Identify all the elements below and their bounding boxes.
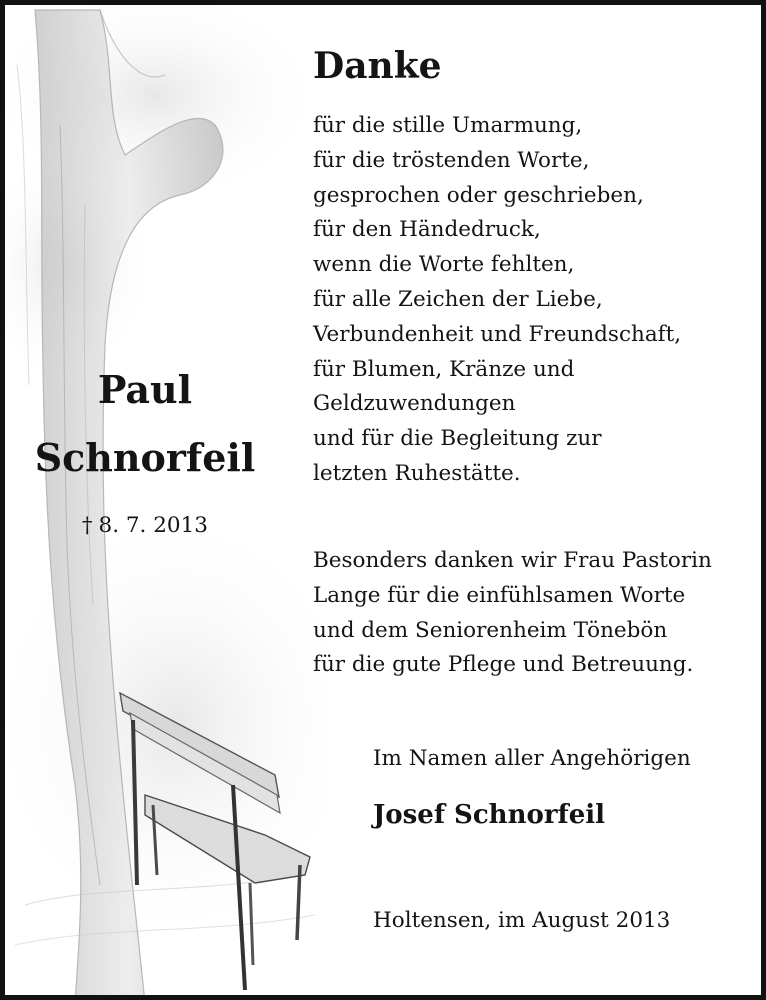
signer-name: Josef Schnorfeil <box>373 800 605 830</box>
special-thanks-line: Lange für die einfühlsamen Worte <box>313 582 686 608</box>
poem-line: wenn die Worte fehlten, <box>313 252 575 278</box>
place-and-date: Holtensen, im August 2013 <box>373 908 671 933</box>
death-date: 8. 7. 2013 <box>98 513 208 538</box>
special-thanks-line: und dem Seniorenheim Tönebön <box>313 617 668 643</box>
poem-line: für den Händedruck, <box>313 217 541 243</box>
tree-bench-illustration <box>5 5 325 1000</box>
signoff-line: Im Namen aller Angehörigen <box>373 746 691 771</box>
poem-line: für die stille Umarmung, <box>313 113 583 138</box>
poem-line: für die tröstenden Worte, <box>313 147 590 173</box>
poem-line: für Blumen, Kränze und <box>313 356 575 382</box>
poem-line: Geldzuwendungen <box>313 391 516 417</box>
deceased-first-name: Paul <box>97 367 193 412</box>
poem-line: für alle Zeichen der Liebe, <box>313 286 603 312</box>
poem-line: Verbundenheit und Freundschaft, <box>313 321 682 347</box>
thanks-poem <box>313 109 681 492</box>
poem-line: gesprochen oder geschrieben, <box>313 182 644 208</box>
heading-danke: Danke <box>313 45 442 87</box>
deceased-last-name: Schnorfeil <box>34 435 256 480</box>
cross-icon: † <box>82 513 93 537</box>
poem-line: letzten Ruhestätte. <box>313 460 521 486</box>
death-date-line <box>5 513 285 538</box>
poem-line: und für die Begleitung zur <box>313 426 602 452</box>
special-thanks-line: Besonders danken wir Frau Pastorin <box>313 548 712 573</box>
special-thanks-line: für die gute Pflege und Betreuung. <box>313 652 694 678</box>
special-thanks <box>313 543 712 682</box>
